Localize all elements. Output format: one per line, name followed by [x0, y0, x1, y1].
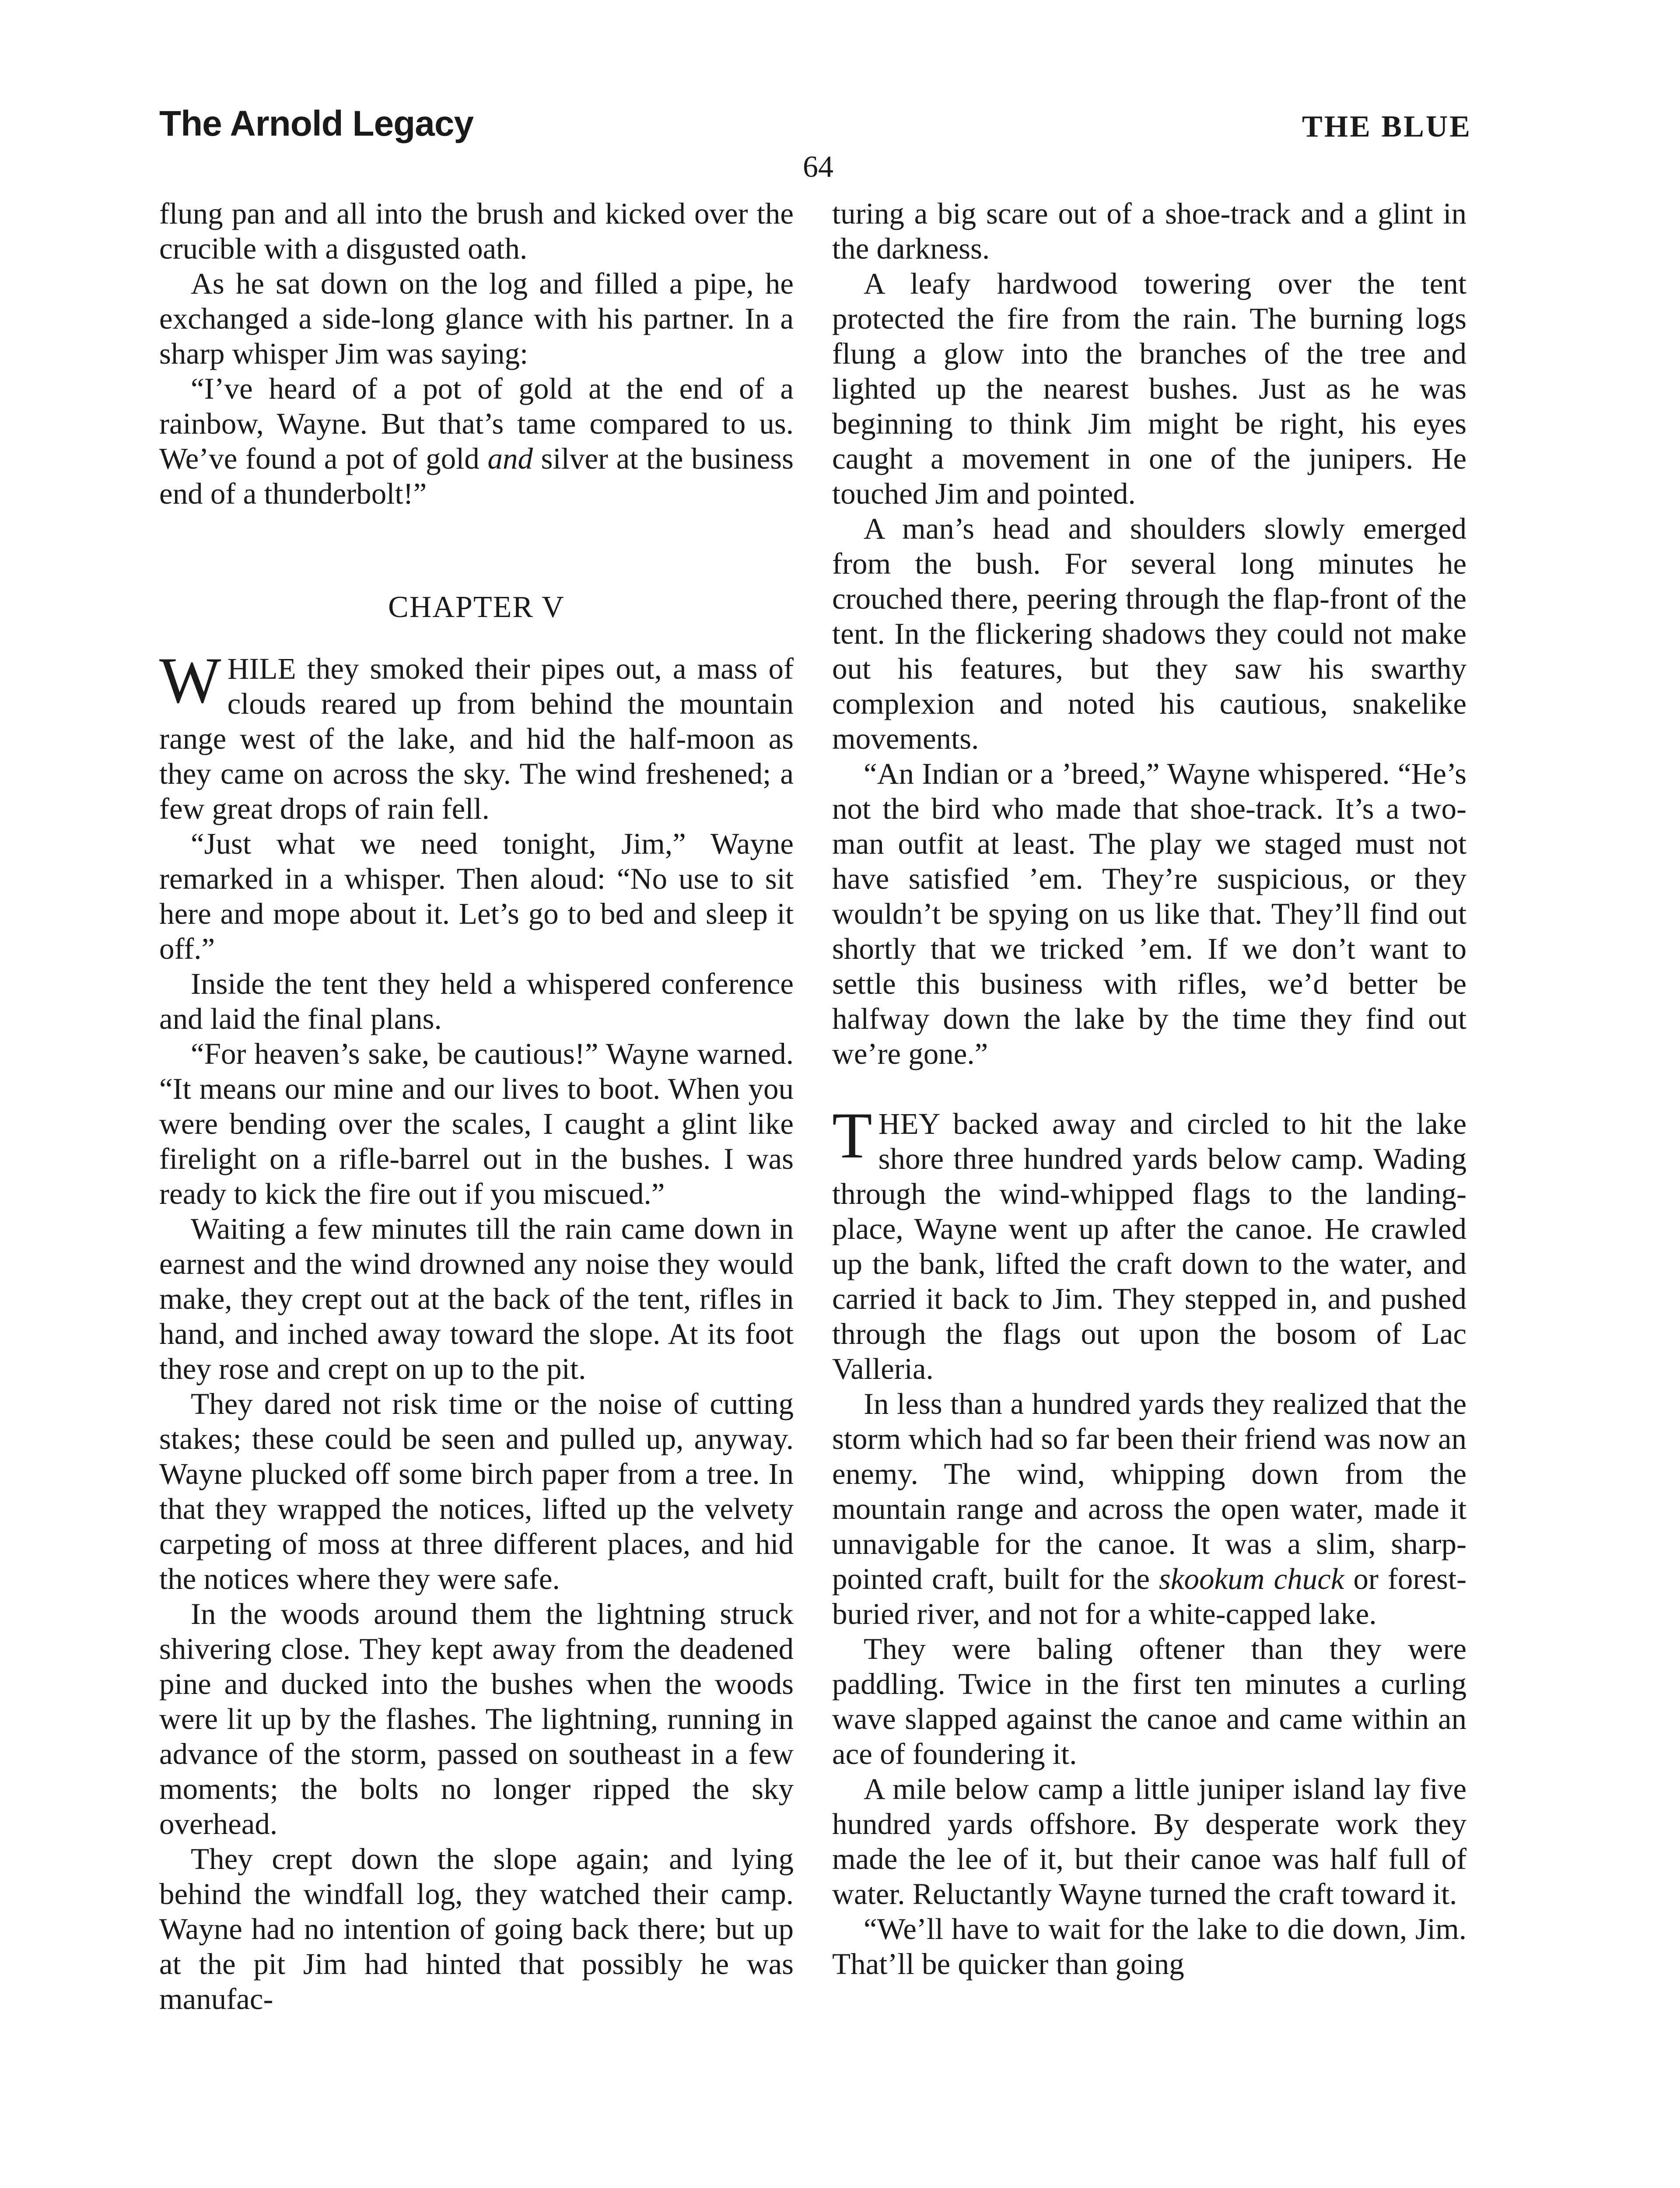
chapter-heading: CHAPTER V — [388, 590, 565, 624]
paragraph: They were baling oftener than they were paddling. Twice in the first ten minutes a curling wave slapped against the canoe and came within an ace of foundering it. — [832, 1632, 1466, 1771]
paragraph-dropcap: WHILE they smoked their pipes out, a mass of clouds reared up from behind the mountain range west of the lake, and hid the half-moon as they came on across the sky. The wind freshened; a few great drops of rain fell. — [159, 644, 794, 825]
paragraph: They crept down the slope again; and lying behind the windfall log, they watched their camp. Wayne had no intention of going back there; but up at the pit Jim had hinted that possibly he was manufac- — [159, 1842, 794, 2016]
emphasis: skookum chuck — [1159, 1562, 1344, 1595]
paragraph: “For heaven’s sake, be cautious!” Wayne warned. “It means our mine and our lives to boot. When you were bending over the scales, I caught a glint like firelight on a rifle-barrel out in the bushes. I was ready to kick the fire out if you miscued.” — [159, 1037, 794, 1210]
page-number: 64 — [803, 150, 833, 184]
paragraph: A man’s head and shoulders slowly emerged from the bush. For several long minutes he crouched there, peering through the flap-front of the tent. In the flickering shadows they could not make out his features, but they saw his swarthy complexion and noted his cautious, snakelike movements. — [832, 512, 1466, 755]
paragraph: A mile below camp a little juniper island lay five hundred yards offshore. By desperate work they made the lee of it, but their canoe was half full of water. Reluctantly Wayne turned the craft toward it. — [832, 1772, 1466, 1911]
paragraph: “We’ll have to wait for the lake to die down, Jim. That’ll be quicker than going — [832, 1912, 1466, 1981]
right-column — [832, 196, 1466, 1981]
paragraph: In less than a hundred yards they realized that the storm which had so far been their friend was now an enemy. The wind, whipping down from the mountain range and across the open water, made it unnavigable for the canoe. It was a slim, sharp-pointed craft, built for the skookum chuck or forest-buried river, and not for a white-capped lake. — [832, 1387, 1466, 1630]
paragraph: Inside the tent they held a whispered conference and laid the final plans. — [159, 967, 794, 1035]
paragraph: A leafy hardwood towering over the tent protected the fire from the rain. The burning logs flung a glow into the branches of the tree and lighted up the nearest bushes. Just as he was beginning to think Jim might be right, his eyes caught a movement in one of the junipers. He touched Jim and pointed. — [832, 267, 1466, 510]
emphasis: and — [487, 442, 533, 475]
paragraph: Waiting a few minutes till the rain came down in earnest and the wind drowned any noise they would make, they crept out at the back of the tent, rifles in hand, and inched away toward the slope. At its foot they rose and crept on up to the pit. — [159, 1212, 794, 1385]
drop-cap: T — [832, 1099, 872, 1172]
paragraph: turing a big scare out of a shoe-track and a glint in the darkness. — [832, 197, 1466, 265]
story-title: The Arnold Legacy — [159, 104, 474, 144]
magazine-name: THE BLUE — [1302, 110, 1472, 144]
left-column — [159, 196, 794, 2016]
paragraph: “I’ve heard of a pot of gold at the end of a rainbow, Wayne. But that’s tame compared to us. We’ve found a pot of gold and silver at the business end of a thunderbolt!” — [159, 372, 794, 510]
paragraph-dropcap: THEY backed away and circled to hit the lake shore three hundred yards below camp. Wading through the wind-whipped flags to the landing-place, Wayne went up after the canoe. He crawled up the bank, lifted the craft down to the water, and carried it back to Jim. They stepped in, and pushed through the flags out upon the bosom of Lac Valleria. — [832, 1099, 1466, 1385]
paragraph: flung pan and all into the brush and kicked over the crucible with a disgusted oath. — [159, 197, 794, 265]
paragraph: As he sat down on the log and filled a pipe, he exchanged a side-long glance with his partner. In a sharp whisper Jim was saying: — [159, 267, 794, 370]
paragraph: In the woods around them the lightning struck shivering close. They kept away from the deadened pine and ducked into the bushes when the woods were lit up by the flashes. The lightning, running in advance of the storm, passed on southeast in a few moments; the bolts no longer ripped the sky overhead. — [159, 1597, 794, 1841]
paragraph: “An Indian or a ’breed,” Wayne whispered. “He’s not the bird who made that shoe-track. It’s a two-man outfit at least. The play we staged must not have satisfied ’em. They’re suspicious, or they wouldn’t be spying on us like that. They’ll find out shortly that we tricked ’em. If we don’t want to settle this business with rifles, we’d better be halfway down the lake by the time they find out we’re gone.” — [832, 757, 1466, 1070]
section-break — [832, 1071, 1466, 1106]
paragraph: “Just what we need tonight, Jim,” Wayne remarked in a whisper. Then aloud: “No use to sit here and mope about it. Let’s go to bed and sleep it off.” — [159, 827, 794, 965]
drop-cap: W — [159, 644, 221, 717]
paragraph: They dared not risk time or the noise of cutting stakes; these could be seen and pulled up, anyway. Wayne plucked off some birch paper from a tree. In that they wrapped the notices, lifted up the velvety carpeting of moss at three different places, and hid the notices where they were safe. — [159, 1387, 794, 1595]
